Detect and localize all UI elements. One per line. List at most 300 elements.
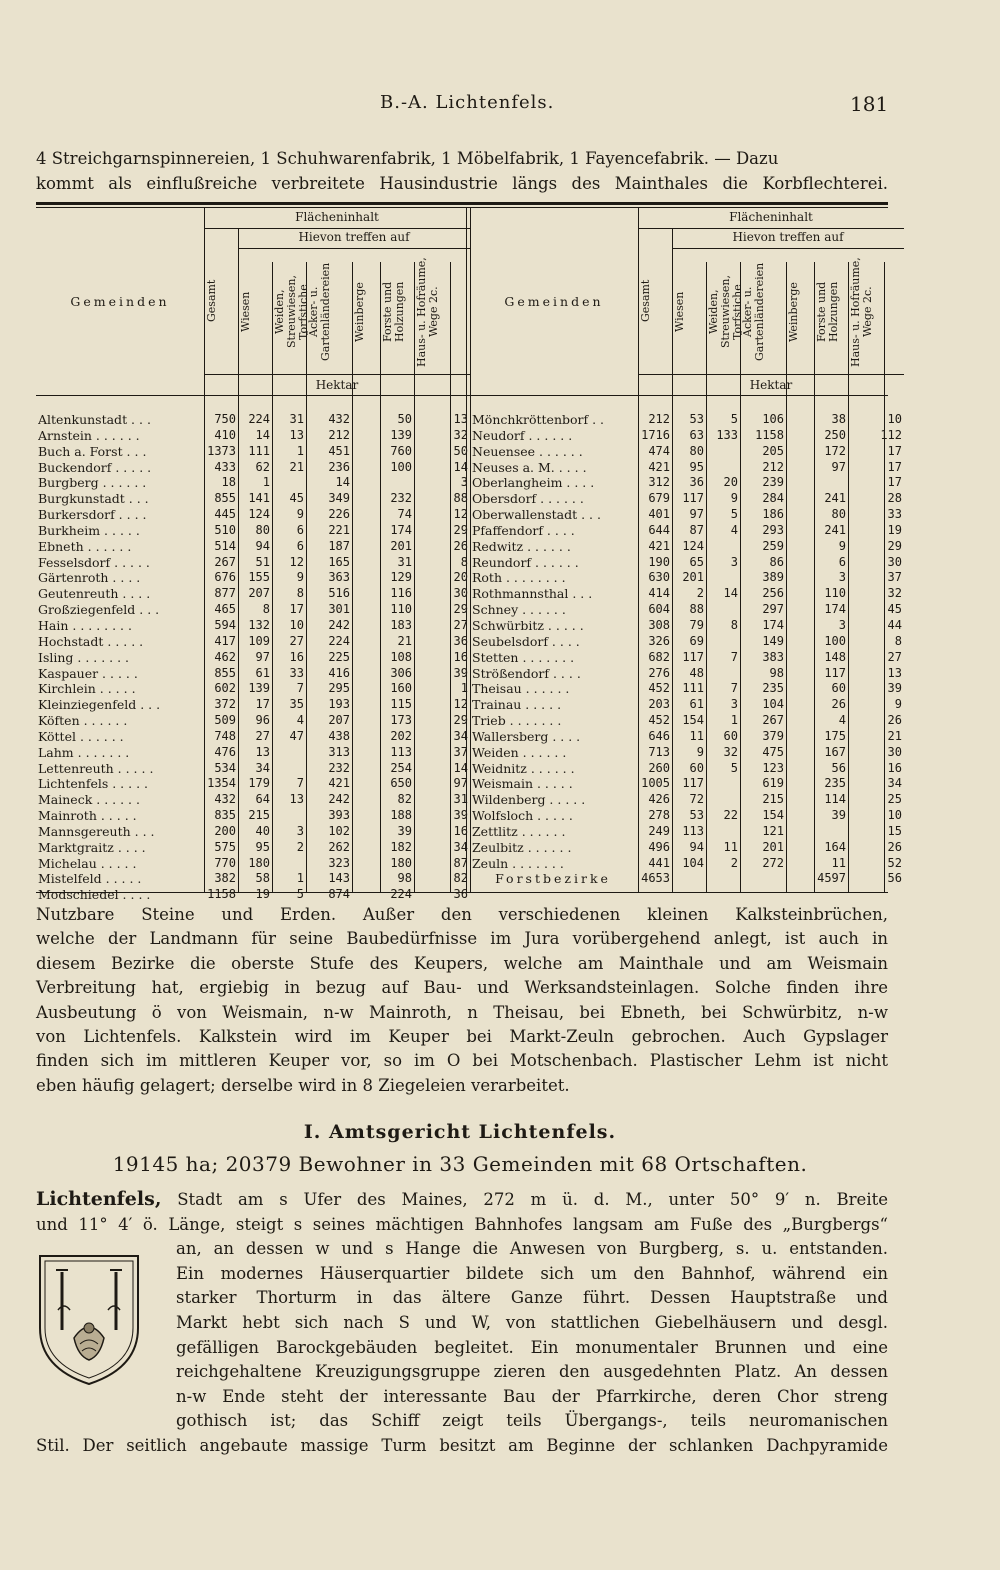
table-row (36, 697, 902, 713)
table-row (36, 491, 902, 507)
table-cell: 124 (248, 507, 270, 522)
paragraph-line: und 11° 4′ ö. Länge, steigt s seines mächtigen Bahnhofes langsam am Fuße des „Burgbergs“ (36, 1214, 888, 1234)
table-cell: 254 (390, 760, 412, 775)
table-cell: 3 (730, 697, 738, 712)
table-cell: 676 (214, 570, 236, 585)
table-cell: 9 (894, 697, 902, 712)
table-cell: 421 (328, 776, 350, 791)
table-cell: 104 (762, 697, 784, 712)
table-cell: 203 (648, 697, 670, 712)
table-cell: 174 (824, 602, 846, 617)
table-cell: 11 (689, 728, 704, 743)
table-cell: 267 (214, 554, 236, 569)
table-cell: 82 (397, 792, 412, 807)
table-cell: 27 (255, 728, 270, 743)
table-cell: 45 (887, 602, 902, 617)
table-rule (204, 374, 470, 375)
table-cell: 6 (296, 538, 304, 553)
table-cell: 401 (648, 507, 670, 522)
entry-lead: Lichtenfels, (36, 1188, 162, 1210)
table-row (36, 855, 902, 872)
table-cell: 509 (214, 713, 236, 728)
table-cell: 7 (296, 776, 304, 791)
table-cell: 19 (887, 522, 902, 537)
table-cell: 306 (390, 665, 412, 680)
table-cell: 4597 (817, 871, 846, 886)
table-cell: 14 (335, 475, 350, 490)
table-row (36, 554, 902, 571)
table-cell: 224 (328, 633, 350, 648)
table-cell: 45 (289, 491, 304, 506)
left-gemeinde-name: Burgkunstadt . . . (38, 491, 149, 507)
table-cell: 139 (390, 427, 412, 442)
right-gemeinde-name: Wallersberg . . . . (472, 728, 581, 744)
paragraph-line: diesem Bezirke die oberste Stufe des Keupers, welche am Mainthale und am Weismain (36, 953, 888, 973)
table-cell: 10 (289, 617, 304, 632)
table-cell: 855 (214, 665, 236, 680)
table-cell: 6 (838, 554, 846, 569)
table-cell: 31 (289, 412, 304, 426)
table-cell: 74 (397, 507, 412, 522)
table-cell: 433 (214, 459, 236, 474)
table-cell: 39 (887, 681, 902, 696)
table-row (36, 570, 902, 586)
right-gemeinde-name: Neudorf . . . . . . (472, 427, 573, 443)
table-cell: 416 (328, 665, 350, 680)
paragraph-line: eben häufig gelagert; derselbe wird in 8 Ziegeleien verarbeitet. (36, 1075, 570, 1095)
paragraph-line: starker Thorturm in das ältere Ganze führt. Dessen Hauptstraße und (176, 1288, 888, 1308)
table-column-header: Haus- u. Hofräume, Wege 2c. (849, 257, 874, 367)
table-header-unit: Hektar (749, 378, 793, 392)
table-cell: 10 (887, 412, 902, 426)
right-gemeinde-name: Wildenberg . . . . . (472, 792, 586, 808)
left-gemeinde-name: Hain . . . . . . . . (38, 617, 132, 633)
table-cell: 30 (887, 554, 902, 569)
table-cell: 187 (328, 538, 350, 553)
table-cell: 619 (762, 776, 784, 791)
table-cell: 63 (689, 427, 704, 442)
table-cell: 510 (214, 522, 236, 537)
table-cell: 293 (762, 522, 784, 537)
table-cell: 180 (390, 855, 412, 870)
table-cell: 242 (328, 792, 350, 807)
table-cell: 117 (824, 665, 846, 680)
table-cell: 410 (214, 427, 236, 442)
table-cell: 452 (648, 713, 670, 728)
left-gemeinde-name: Geutenreuth . . . . (38, 586, 151, 602)
table-cell: 4653 (641, 871, 670, 886)
table-cell: 239 (762, 475, 784, 490)
table-cell: 60 (689, 760, 704, 775)
table-cell: 111 (248, 443, 270, 458)
table-column-header: Äcker- u. Gartenländereien (741, 262, 766, 362)
table-cell: 33 (887, 507, 902, 522)
table-row (36, 839, 902, 856)
table-cell: 141 (248, 491, 270, 506)
table-cell: 17 (255, 697, 270, 712)
table-cell: 39 (453, 665, 468, 680)
table-cell: 3 (296, 823, 304, 838)
right-gemeinde-name: Reundorf . . . . . . (472, 554, 579, 570)
table-cell: 382 (214, 871, 236, 886)
right-gemeinde-name: Schwürbitz . . . . . (472, 617, 584, 633)
table-cell: 534 (214, 760, 236, 775)
table-cell: 100 (824, 633, 846, 648)
table-row (36, 887, 888, 903)
table-cell: 12 (453, 507, 468, 522)
table-cell: 123 (762, 760, 784, 775)
intro-line: kommt als einflußreiche verbreitete Hausindustrie längs des Mainthales die Korbflechterei. (36, 174, 888, 193)
left-gemeinde-name: Gärtenroth . . . . (38, 570, 141, 586)
table-cell: 102 (328, 823, 350, 838)
table-cell: 112 (880, 427, 902, 442)
table-cell: 64 (255, 792, 270, 807)
table-cell: 224 (248, 412, 270, 426)
right-gemeinde-name: Rothmannsthal . . . (472, 586, 593, 602)
table-column-header: Weinberge (353, 282, 366, 342)
table-cell: 205 (762, 443, 784, 458)
table-row (36, 538, 902, 555)
table-cell: 14 (723, 586, 738, 601)
table-rule (204, 228, 470, 229)
table-cell: 104 (682, 855, 704, 870)
table-cell: 29 (453, 713, 468, 728)
table-cell: 5 (296, 887, 304, 902)
table-column-header: Haus- u. Hofräume, Wege 2c. (415, 257, 440, 367)
left-gemeinde-name: Großziegenfeld . . . (38, 602, 160, 618)
right-gemeinde-name: Oberwallenstadt . . . (472, 507, 601, 523)
table-cell: 110 (824, 586, 846, 601)
table-cell: 8 (730, 617, 738, 632)
table-cell: 32 (887, 586, 902, 601)
table-cell: 148 (824, 649, 846, 664)
table-row (36, 776, 902, 792)
table-cell: 160 (390, 681, 412, 696)
table-row (36, 728, 902, 745)
table-cell: 47 (289, 728, 304, 743)
table-cell: 53 (689, 808, 704, 823)
table-cell: 16 (887, 760, 902, 775)
table-cell: 60 (831, 681, 846, 696)
left-gemeinde-name: Ebneth . . . . . . (38, 538, 132, 554)
land-area-table (36, 202, 902, 903)
table-row (36, 459, 902, 476)
table-cell: 17 (887, 443, 902, 458)
table-cell: 20 (453, 570, 468, 585)
table-cell: 117 (682, 776, 704, 791)
table-row (36, 522, 902, 539)
table-cell: 441 (648, 855, 670, 870)
left-gemeinde-name: Buch a. Forst . . . (38, 443, 147, 459)
table-cell: 496 (648, 839, 670, 854)
table-cell: 679 (648, 491, 670, 506)
table-cell: 232 (328, 760, 350, 775)
table-cell: 51 (255, 554, 270, 569)
right-gemeinde-name: Neuensee . . . . . . (472, 443, 583, 459)
table-cell: 438 (328, 728, 350, 743)
table-cell: 207 (328, 713, 350, 728)
table-cell: 260 (648, 760, 670, 775)
table-cell: 180 (248, 855, 270, 870)
left-gemeinde-name: Altenkunstadt . . . (38, 412, 151, 427)
table-cell: 6 (296, 522, 304, 537)
table-cell: 644 (648, 522, 670, 537)
right-gemeinde-name: Oberlangheim . . . . (472, 475, 595, 491)
table-cell: 62 (255, 459, 270, 474)
table-cell: 414 (648, 586, 670, 601)
table-cell: 297 (762, 602, 784, 617)
table-cell: 17 (887, 459, 902, 474)
table-cell: 32 (453, 427, 468, 442)
table-cell: 630 (648, 570, 670, 585)
table-cell: 323 (328, 855, 350, 870)
table-cell: 8 (894, 633, 902, 648)
table-cell: 16 (289, 649, 304, 664)
right-gemeinde-name: Stetten . . . . . . . (472, 649, 575, 665)
table-cell: 44 (887, 617, 902, 632)
table-cell: 117 (682, 491, 704, 506)
table-cell: 17 (289, 602, 304, 617)
right-gemeinde-name: Theisau . . . . . . (472, 681, 570, 697)
table-cell: 26 (453, 538, 468, 553)
paragraph-line: gefälligen Barockgebäuden begleitet. Ein monumentaler Brunnen und eine (176, 1337, 888, 1357)
table-cell: 5 (730, 412, 738, 426)
table-cell: 29 (453, 522, 468, 537)
table-cell: 7 (296, 681, 304, 696)
table-cell: 259 (762, 538, 784, 553)
table-cell: 1 (296, 871, 304, 886)
table-cell: 575 (214, 839, 236, 854)
table-cell: 232 (390, 491, 412, 506)
table-cell: 164 (824, 839, 846, 854)
table-cell: 3 (730, 554, 738, 569)
table-cell: 235 (824, 776, 846, 791)
table-cell: 602 (214, 681, 236, 696)
table-cell: 465 (214, 602, 236, 617)
table-cell: 242 (328, 617, 350, 632)
table-cell: 26 (831, 697, 846, 712)
left-gemeinde-name: Mannsgereuth . . . (38, 823, 155, 839)
table-cell: 114 (824, 792, 846, 807)
table-cell: 389 (762, 570, 784, 585)
table-cell: 95 (689, 459, 704, 474)
right-gemeinde-name: Forstbezirke (495, 871, 611, 887)
table-row (36, 617, 902, 634)
table-cell: 20 (723, 475, 738, 490)
left-gemeinde-name: Lichtenfels . . . . . (38, 776, 148, 792)
table-cell: 1354 (207, 776, 236, 791)
table-cell: 87 (453, 855, 468, 870)
table-cell: 27 (453, 617, 468, 632)
table-cell: 40 (255, 823, 270, 838)
table-cell: 97 (453, 776, 468, 791)
table-cell: 12 (453, 697, 468, 712)
table-cell: 349 (328, 491, 350, 506)
left-gemeinde-name: Marktgraitz . . . . (38, 839, 146, 855)
table-cell: 1 (460, 681, 468, 696)
table-cell: 109 (248, 633, 270, 648)
left-gemeinde-name: Burgberg . . . . . . (38, 475, 147, 491)
paragraph-line: Ein modernes Häuserquartier bildete sich um den Bahnhof, während ein (176, 1263, 888, 1283)
table-cell: 276 (648, 665, 670, 680)
table-cell: 94 (255, 538, 270, 553)
table-cell: 60 (723, 728, 738, 743)
table-cell: 4 (838, 713, 846, 728)
table-cell: 86 (769, 554, 784, 569)
table-cell: 646 (648, 728, 670, 743)
table-cell: 33 (289, 665, 304, 680)
paragraph-line: welche der Landmann für seine Baubedürfnisse im Jura vorübergehend anlegt, ist auch in (36, 929, 888, 949)
right-gemeinde-name: Weiden . . . . . . (472, 744, 567, 760)
table-cell: 241 (824, 491, 846, 506)
running-header-title: B.-A. Lichtenfels. (380, 92, 555, 113)
table-column-header: Gesamt (639, 279, 652, 323)
left-gemeinde-name: Modschiedel . . . . (38, 887, 151, 903)
table-cell: 30 (887, 744, 902, 759)
table-cell: 212 (328, 427, 350, 442)
table-cell: 186 (762, 507, 784, 522)
table-cell: 36 (453, 633, 468, 648)
table-cell: 2 (696, 586, 704, 601)
table-cell: 393 (328, 808, 350, 823)
table-cell: 295 (328, 681, 350, 696)
table-cell: 452 (648, 681, 670, 696)
table-cell: 379 (762, 728, 784, 743)
table-cell: 52 (887, 855, 902, 870)
table-cell: 1158 (755, 427, 784, 442)
table-rule (672, 248, 904, 249)
paragraph-line: Verbreitung hat, ergiebig in bezug auf Bau- und Werksandsteinlagen. Solche finden ihre (36, 978, 888, 998)
table-cell: 760 (390, 443, 412, 458)
section-title: I. Amtsgericht Lichtenfels. (303, 1121, 617, 1143)
table-row (36, 507, 902, 523)
table-cell: 1 (730, 713, 738, 728)
table-cell: 80 (255, 522, 270, 537)
table-cell: 53 (689, 412, 704, 426)
table-cell: 182 (390, 839, 412, 854)
table-cell: 29 (453, 602, 468, 617)
table-cell: 139 (248, 681, 270, 696)
table-cell: 132 (248, 617, 270, 632)
table-column-header: Weinberge (787, 282, 800, 342)
table-cell: 72 (689, 792, 704, 807)
table-row (36, 633, 902, 650)
table-cell: 34 (255, 760, 270, 775)
table-cell: 313 (328, 744, 350, 759)
table-cell: 100 (390, 459, 412, 474)
table-cell: 326 (648, 633, 670, 648)
table-cell: 21 (289, 459, 304, 474)
paragraph-line: n-w Ende steht der interessante Bau der Pfarrkirche, deren Chor streng (176, 1386, 888, 1406)
page-number: 181 (850, 92, 889, 116)
paragraph-line: gothisch ist; das Schiff zeigt teils Übergangs-, teils neuromanischen (176, 1411, 888, 1431)
table-cell: 29 (887, 538, 902, 553)
table-cell: 26 (887, 713, 902, 728)
table-cell: 308 (648, 617, 670, 632)
table-cell: 13 (289, 792, 304, 807)
left-gemeinde-name: Isling . . . . . . . (38, 649, 130, 665)
table-cell: 193 (328, 697, 350, 712)
left-gemeinde-name: Kaspauer . . . . . (38, 665, 138, 681)
table-cell: 11 (831, 855, 846, 870)
table-cell: 172 (824, 443, 846, 458)
table-cell: 30 (453, 586, 468, 601)
table-cell: 748 (214, 728, 236, 743)
table-row (36, 649, 902, 666)
table-cell: 202 (390, 728, 412, 743)
table-cell: 154 (682, 713, 704, 728)
table-cell: 207 (248, 586, 270, 601)
table-cell: 165 (328, 554, 350, 569)
table-header-hievon: Hievon treffen auf (298, 230, 410, 244)
table-cell: 201 (390, 538, 412, 553)
table-row (36, 760, 902, 777)
paragraph-line: von Lichtenfels. Kalkstein wird im Keuper bei Markt-Zeuln gebrochen. Auch Gypslager (36, 1027, 888, 1047)
table-cell: 37 (453, 744, 468, 759)
left-gemeinde-name: Lahm . . . . . . . (38, 744, 130, 760)
table-cell: 14 (453, 760, 468, 775)
table-cell: 13 (289, 427, 304, 442)
table-cell: 18 (221, 475, 236, 490)
table-cell: 183 (390, 617, 412, 632)
table-cell: 56 (831, 760, 846, 775)
table-cell: 39 (397, 823, 412, 838)
table-cell: 80 (831, 507, 846, 522)
table-cell: 39 (453, 808, 468, 823)
table-cell: 97 (831, 459, 846, 474)
table-cell: 770 (214, 855, 236, 870)
table-cell: 650 (390, 776, 412, 791)
table-cell: 250 (824, 427, 846, 442)
table-cell: 8 (296, 586, 304, 601)
left-gemeinde-name: Kirchlein . . . . . (38, 681, 136, 697)
table-cell: 1373 (207, 443, 236, 458)
intro-paragraph (36, 146, 888, 196)
table-cell: 113 (682, 823, 704, 838)
table-cell: 4 (730, 522, 738, 537)
left-gemeinde-name: Mistelfeld . . . . . (38, 871, 142, 887)
table-cell: 3 (838, 617, 846, 632)
table-cell: 2 (730, 855, 738, 870)
table-cell: 1158 (207, 887, 236, 902)
table-cell: 713 (648, 744, 670, 759)
left-gemeinde-name: Köttel . . . . . . (38, 728, 124, 744)
table-cell: 432 (214, 792, 236, 807)
table-cell: 190 (648, 554, 670, 569)
table-cell: 8 (460, 554, 468, 569)
table-cell: 516 (328, 586, 350, 601)
right-gemeinde-name: Zeuln . . . . . . . (472, 855, 564, 871)
left-gemeinde-name: Mainroth . . . . . (38, 808, 137, 824)
table-cell: 39 (831, 808, 846, 823)
table-cell: 108 (390, 649, 412, 664)
table-row (36, 665, 902, 682)
table-row (36, 681, 902, 697)
table-cell: 22 (723, 808, 738, 823)
table-cell: 249 (648, 823, 670, 838)
lichtenfels-paragraph (36, 1187, 888, 1459)
table-cell: 3 (838, 570, 846, 585)
table-cell: 9 (696, 744, 704, 759)
table-cell: 476 (214, 744, 236, 759)
table-cell: 475 (762, 744, 784, 759)
table-cell: 301 (328, 602, 350, 617)
table-cell: 1005 (641, 776, 670, 791)
table-cell: 9 (296, 507, 304, 522)
table-cell: 167 (824, 744, 846, 759)
table-cell: 25 (887, 792, 902, 807)
table-row (36, 443, 902, 460)
